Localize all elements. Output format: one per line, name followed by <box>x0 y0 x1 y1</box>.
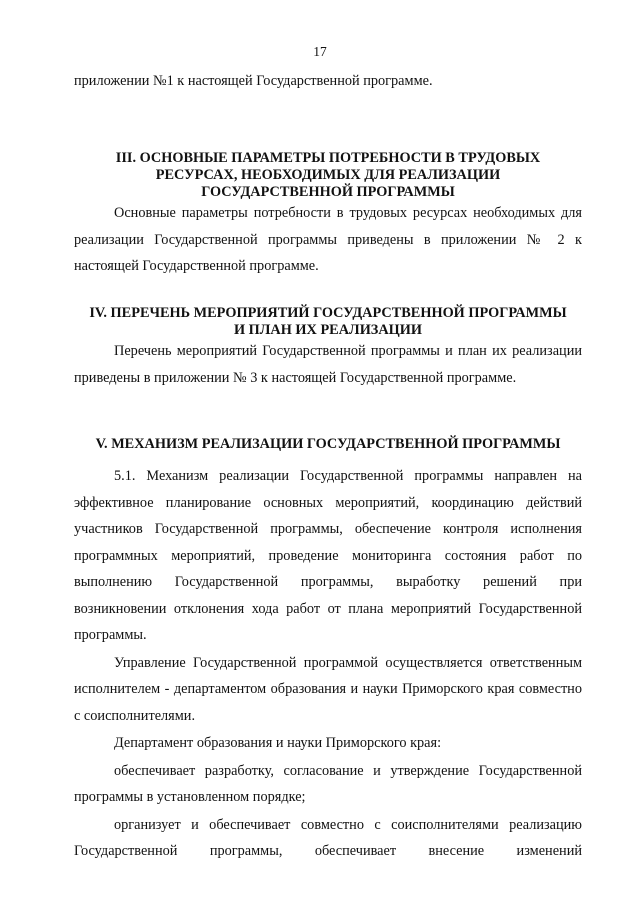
section-4-title-line: IV. ПЕРЕЧЕНЬ МЕРОПРИЯТИЙ ГОСУДАРСТВЕННОЙ ПРОГРАММЫ <box>89 305 567 321</box>
section-4-title-line: И ПЛАН ИХ РЕАЛИЗАЦИИ <box>233 322 423 338</box>
section-5-title: V. МЕХАНИЗМ РЕАЛИЗАЦИИ ГОСУДАРСТВЕННОЙ ПРОГРАММЫ <box>95 436 561 452</box>
section-4-title <box>74 305 582 339</box>
section-3-title-line: III. ОСНОВНЫЕ ПАРАМЕТРЫ ПОТРЕБНОСТИ В ТРУДОВЫХ <box>115 150 541 166</box>
section-3-title <box>74 150 582 201</box>
section-3-title-line: ГОСУДАРСТВЕННОЙ ПРОГРАММЫ <box>201 184 455 200</box>
section-5-paragraph: Управление Государственной программой осуществляется ответственным исполнителем - департаментом образования и науки Приморского края совместно с соисполнителями. <box>74 654 582 724</box>
section-4-paragraph: Перечень мероприятий Государственной программы и план их реализации приведены в приложении № 3 к настоящей Государственной программе. <box>74 343 582 386</box>
section-5-paragraph: Департамент образования и науки Приморского края: <box>114 735 442 751</box>
intro-block <box>74 68 582 95</box>
page-number: 17 <box>313 44 327 59</box>
section-3 <box>74 150 582 280</box>
section-3-paragraph: Основные параметры потребности в трудовых ресурсах необходимых для реализации Государственной программы приведены в приложении № 2 к настоящей Государственной программе. <box>74 205 582 274</box>
intro-paragraph: приложении №1 к настоящей Государственной программе. <box>74 73 433 89</box>
section-4 <box>74 305 582 391</box>
section-5 <box>74 436 582 865</box>
section-5-paragraph: 5.1. Механизм реализации Государственной программы направлен на эффективное планирование основных мероприятий, координацию действий участников Государственной программы, обеспечение контроля исполнения программных мероприятий, проведение мониторинга состояния работ по выполнению Государственной программы, выработку решений при возникновении отклонения хода работ от плана мероприятий Государственной программы. <box>74 468 582 643</box>
section-3-title-line: РЕСУРСАХ, НЕОБХОДИМЫХ ДЛЯ РЕАЛИЗАЦИИ <box>155 167 501 183</box>
section-5-paragraph: обеспечивает разработку, согласование и утверждение Государственной программы в установленном порядке; <box>74 762 582 805</box>
section-5-paragraph: организует и обеспечивает совместно с соисполнителями реализацию Государственной программы, обеспечивает внесение изменений <box>74 816 582 859</box>
